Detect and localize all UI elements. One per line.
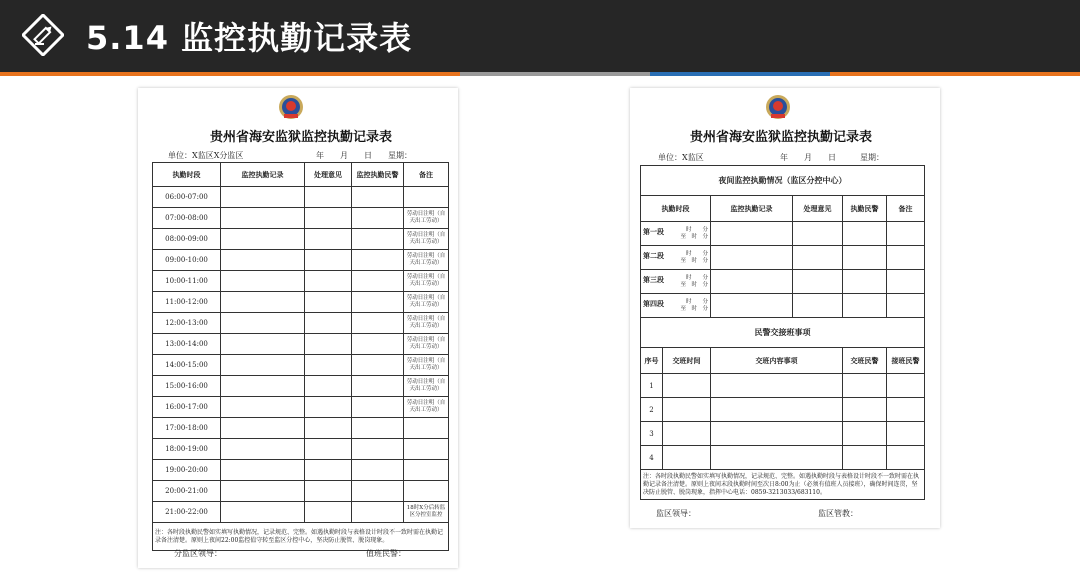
remark-cell: 劳动日注明（自天出工劳动） [404,271,449,292]
opinion-cell [305,271,352,292]
time-slot-cell: 08:00-09:00 [153,229,221,250]
night-record-sheet [630,88,940,528]
officer-cell [352,439,404,460]
segment-cell [641,222,711,246]
officer-cell [352,208,404,229]
column-header: 执勤民警 [843,196,887,222]
header-bar [0,0,1080,72]
sheet-note: 注：各时段执勤民警如实填写执勤情况，记录规范、完整。如遇执勤时段与表格设计时段不一致时需在执勤记录备注清楚。原则上夜间末段执勤时间至次日8:00为止（必须有值班人员接班），确保时间连贯，坚决防止脱管、脱岗现象，指挥中心电话：0859-3213033/683110。 [641,470,925,500]
empty-cell [843,294,887,318]
date-label: 年 月 日 [316,151,372,160]
column-header: 监控执勤民警 [352,163,404,187]
remark-cell [404,418,449,439]
duty-table [152,162,449,551]
row-number-cell: 2 [641,398,663,422]
opinion-cell [305,250,352,271]
table-row [153,334,449,355]
segment-cell [641,294,711,318]
table-row [641,374,925,398]
time-slot-cell: 11:00-12:00 [153,292,221,313]
empty-cell [887,446,925,470]
record-cell [221,187,305,208]
date-label: 年 月 日 [780,153,836,162]
time-slot-cell: 13:00-14:00 [153,334,221,355]
accent-stripe-orange [0,72,460,76]
table-row [153,439,449,460]
empty-cell [663,422,711,446]
empty-cell [887,422,925,446]
remark-cell [404,460,449,481]
time-slot-cell: 09:00-10:00 [153,250,221,271]
officer-cell [352,229,404,250]
officer-cell [352,334,404,355]
column-header: 序号 [641,348,663,374]
segment-start: 时 分 [685,274,708,281]
segment-start: 时 分 [685,226,708,233]
table-row [153,397,449,418]
weekday-label: 星期： [860,153,884,162]
record-cell [221,376,305,397]
remark-cell: 劳动日注明（自天出工劳动） [404,376,449,397]
table-row [153,502,449,523]
officer-cell [352,460,404,481]
opinion-cell [305,481,352,502]
officer-cell [352,313,404,334]
segment-end: 至 时 分 [680,281,708,288]
empty-cell [887,246,925,270]
empty-cell [711,294,793,318]
officer-cell [352,250,404,271]
officer-cell [352,187,404,208]
column-header: 执勤时段 [641,196,711,222]
accent-stripe-blue [650,72,830,76]
officer-cell [352,292,404,313]
table-row [641,246,925,270]
time-slot-cell: 20:00-21:00 [153,481,221,502]
police-emblem-icon [278,94,304,120]
empty-cell [843,374,887,398]
remark-cell: 劳动日注明（自天出工劳动） [404,208,449,229]
opinion-cell [305,313,352,334]
empty-cell [843,446,887,470]
empty-cell [887,222,925,246]
segment-start: 时 分 [685,298,708,305]
column-header: 交班民警 [843,348,887,374]
empty-cell [711,222,793,246]
column-header: 执勤时段 [153,163,221,187]
segment-label: 第一段 [643,226,664,236]
table-row [153,355,449,376]
empty-cell [711,422,843,446]
record-cell [221,229,305,250]
empty-cell [793,222,843,246]
column-header: 交班时间 [663,348,711,374]
accent-stripe-orange-right [830,72,1080,76]
record-cell [221,208,305,229]
time-slot-cell: 15:00-16:00 [153,376,221,397]
segment-label: 第二段 [643,250,664,260]
record-cell [221,313,305,334]
officer-cell [352,376,404,397]
column-header: 交班内容事项 [711,348,843,374]
night-section-title: 夜间监控执勤情况（监区分控中心） [641,166,925,196]
segment-end: 至 时 分 [680,305,708,312]
empty-cell [843,398,887,422]
sheet-title: 贵州省海安监狱监控执勤记录表 [690,130,873,145]
footer-officer-label: 监区管教： [818,509,858,518]
empty-cell [843,222,887,246]
table-row [153,460,449,481]
row-number-cell: 3 [641,422,663,446]
opinion-cell [305,334,352,355]
table-row [153,376,449,397]
empty-cell [663,398,711,422]
table-row [153,250,449,271]
table-row [641,446,925,470]
table-row [153,418,449,439]
remark-cell [404,439,449,460]
accent-stripe-gray [460,72,650,76]
empty-cell [711,374,843,398]
record-cell [221,271,305,292]
remark-cell: 劳动日注明（自天出工劳动） [404,313,449,334]
record-cell [221,250,305,271]
officer-cell [352,355,404,376]
remark-cell: 劳动日注明（自天出工劳动） [404,229,449,250]
empty-cell [711,270,793,294]
sheet-note: 注：各时段执勤民警如实填写执勤情况，记录规范、完整。如遇执勤时段与表格设计时段不一致时需在执勤记录备注清楚。原则上夜间22:00监控值守转至监区分控中心，坚决防止脱管、脱岗现象。 [153,523,449,551]
officer-cell [352,418,404,439]
time-slot-cell: 14:00-15:00 [153,355,221,376]
record-cell [221,481,305,502]
footer-leader-label: 分监区领导： [174,549,222,558]
record-cell [221,334,305,355]
officer-cell [352,502,404,523]
segment-end: 至 时 分 [680,233,708,240]
table-row [153,187,449,208]
row-number-cell: 1 [641,374,663,398]
page-title: 5.14 监控执勤记录表 [86,19,413,57]
handover-section-title: 民警交接班事项 [641,318,925,348]
table-row [641,270,925,294]
table-row [641,398,925,422]
column-header: 处理意见 [793,196,843,222]
time-slot-cell: 18:00-19:00 [153,439,221,460]
segment-times [680,275,708,289]
empty-cell [663,446,711,470]
opinion-cell [305,229,352,250]
opinion-cell [305,292,352,313]
time-slot-cell: 16:00-17:00 [153,397,221,418]
segment-start: 时 分 [685,250,708,257]
empty-cell [711,398,843,422]
remark-cell [404,187,449,208]
officer-cell [352,397,404,418]
segment-cell [641,270,711,294]
record-cell [221,502,305,523]
sheet-title: 贵州省海安监狱监控执勤记录表 [210,130,393,145]
remark-cell: 劳动日注明（自天出工劳动） [404,355,449,376]
table-row [153,229,449,250]
segment-times [680,227,708,241]
record-cell [221,355,305,376]
empty-cell [793,270,843,294]
record-cell [221,460,305,481]
column-header: 处理意见 [305,163,352,187]
remark-cell: 劳动日注明（自天出工劳动） [404,292,449,313]
opinion-cell [305,418,352,439]
unit-label: 单位：X监区 [658,153,704,162]
footer-officer-label: 值班民警： [366,549,406,558]
time-slot-cell: 07:00-08:00 [153,208,221,229]
record-cell [221,397,305,418]
empty-cell [887,398,925,422]
record-cell [221,292,305,313]
opinion-cell [305,376,352,397]
record-cell [221,418,305,439]
segment-label: 第四段 [643,298,664,308]
daytime-record-sheet [138,88,458,568]
record-cell [221,439,305,460]
table-row [153,313,449,334]
segment-times [680,299,708,313]
column-header: 备注 [404,163,449,187]
time-slot-cell: 19:00-20:00 [153,460,221,481]
row-number-cell: 4 [641,446,663,470]
police-emblem-icon [765,94,791,120]
table-row [641,294,925,318]
time-slot-cell: 12:00-13:00 [153,313,221,334]
empty-cell [887,294,925,318]
empty-cell [711,246,793,270]
empty-cell [843,270,887,294]
empty-cell [711,446,843,470]
segment-label: 第三段 [643,274,664,284]
remark-cell [404,481,449,502]
empty-cell [887,270,925,294]
remark-cell: 劳动日注明（自天出工劳动） [404,250,449,271]
empty-cell [887,374,925,398]
empty-cell [793,246,843,270]
empty-cell [843,246,887,270]
time-slot-cell: 10:00-11:00 [153,271,221,292]
footer-leader-label: 监区领导： [656,509,696,518]
opinion-cell [305,502,352,523]
remark-cell: 18时X分后转监区分控室监控 [404,502,449,523]
unit-label: 单位：X监区X分监区 [168,151,244,160]
time-slot-cell: 06:00-07:00 [153,187,221,208]
segment-cell [641,246,711,270]
table-row [641,222,925,246]
empty-cell [793,294,843,318]
opinion-cell [305,460,352,481]
segment-end: 至 时 分 [680,257,708,264]
night-duty-table [640,165,925,348]
empty-cell [843,422,887,446]
time-slot-cell: 17:00-18:00 [153,418,221,439]
column-header: 备注 [887,196,925,222]
segment-times [680,251,708,265]
opinion-cell [305,397,352,418]
handover-table [640,347,925,500]
remark-cell: 劳动日注明（自天出工劳动） [404,397,449,418]
opinion-cell [305,355,352,376]
table-row [153,271,449,292]
empty-cell [663,374,711,398]
opinion-cell [305,187,352,208]
opinion-cell [305,208,352,229]
table-row [153,481,449,502]
table-row [153,292,449,313]
column-header: 监控执勤记录 [711,196,793,222]
column-header: 接班民警 [887,348,925,374]
pencil-badge-icon [22,14,64,56]
remark-cell: 劳动日注明（自天出工劳动） [404,334,449,355]
weekday-label: 星期： [388,151,412,160]
time-slot-cell: 21:00-22:00 [153,502,221,523]
opinion-cell [305,439,352,460]
table-row [641,422,925,446]
officer-cell [352,271,404,292]
officer-cell [352,481,404,502]
column-header: 监控执勤记录 [221,163,305,187]
table-row [153,208,449,229]
